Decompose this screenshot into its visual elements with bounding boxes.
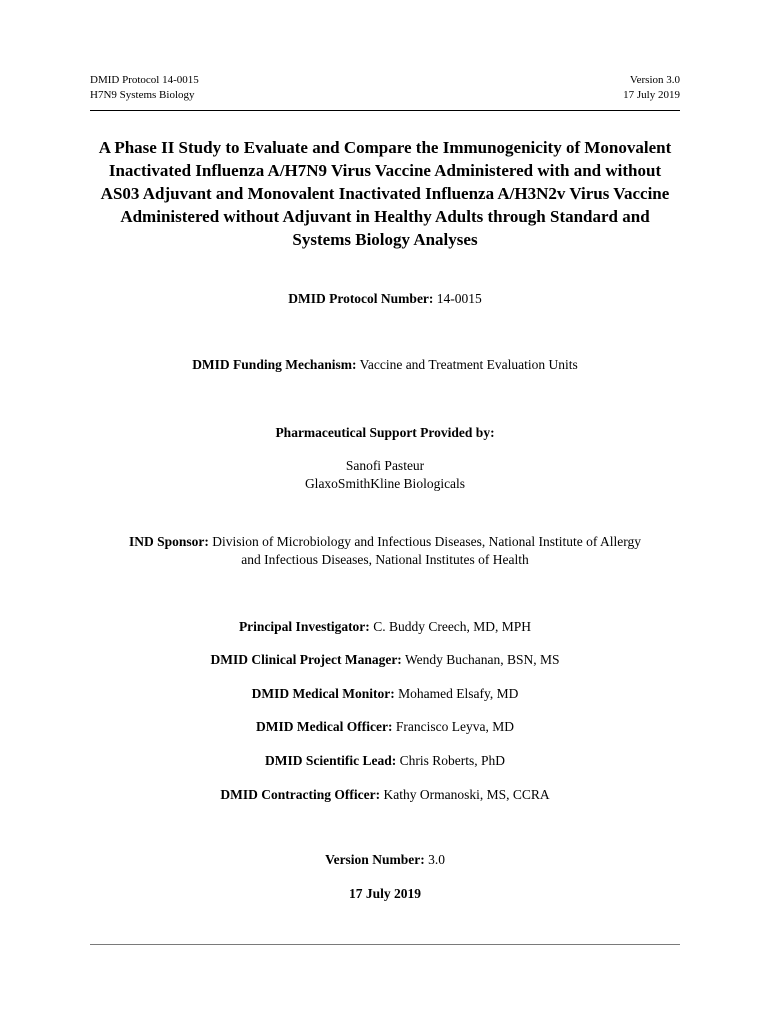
contact-value: Mohamed Elsafy, MD <box>398 686 519 701</box>
document-title: A Phase II Study to Evaluate and Compare the Immunogenicity of Monovalent Inactivated Influenza A/H7N9 Virus Vaccine Administered with and without AS03 Adjuvant and Monovalent Inactivated Influenza A/H3N2v Virus Vaccine Administered without Adjuvant in Healthy Adults through Standard and Systems Biology Analyses <box>98 138 672 249</box>
contact-line <box>60 786 710 804</box>
contact-value: Chris Roberts, PhD <box>399 753 505 768</box>
header-left <box>90 73 199 103</box>
ind-sponsor-line <box>60 533 710 551</box>
ind-sponsor-value: Division of Microbiology and Infectious Diseases, National Institute of Allergy <box>212 534 641 549</box>
header-divider <box>90 110 680 111</box>
contact-line <box>60 718 710 736</box>
contact-label: DMID Medical Officer: <box>256 719 393 734</box>
protocol-number-line <box>60 290 710 308</box>
contact-label: DMID Scientific Lead: <box>265 753 397 768</box>
version-number-value: 3.0 <box>428 852 445 867</box>
funding-label: DMID Funding Mechanism: <box>192 357 357 372</box>
contact-line <box>60 685 710 703</box>
contact-label: DMID Contracting Officer: <box>220 787 381 802</box>
document-date: 17 July 2019 <box>348 886 421 901</box>
contact-label: Principal Investigator: <box>238 619 370 634</box>
protocol-number-label: DMID Protocol Number: <box>288 291 434 306</box>
header-right <box>623 73 680 103</box>
header-version: Version 3.0 <box>629 74 680 86</box>
ind-sponsor-label: IND Sponsor: <box>129 534 209 549</box>
header-date: 17 July 2019 <box>623 89 680 101</box>
contact-line <box>60 618 710 636</box>
footer-divider <box>90 944 680 945</box>
version-number-line <box>60 851 710 869</box>
pharma-label: Pharmaceutical Support Provided by: <box>275 425 495 440</box>
contact-label: DMID Medical Monitor: <box>251 686 395 701</box>
protocol-number-value: 14-0015 <box>436 291 482 306</box>
contact-label: DMID Clinical Project Manager: <box>210 652 402 667</box>
header-protocol: DMID Protocol 14-0015 <box>90 74 199 86</box>
version-number-label: Version Number: <box>325 852 425 867</box>
ind-sponsor-value-cont: and Infectious Diseases, National Institutes of Health <box>241 552 529 567</box>
contact-line <box>60 752 710 770</box>
contact-line <box>60 651 710 669</box>
pharma-item: GlaxoSmithKline Biologicals <box>304 476 466 491</box>
funding-value: Vaccine and Treatment Evaluation Units <box>359 357 578 372</box>
contact-value: Wendy Buchanan, BSN, MS <box>404 652 560 667</box>
header-study-short: H7N9 Systems Biology <box>90 89 195 101</box>
contact-value: Kathy Ormanoski, MS, CCRA <box>383 787 550 802</box>
pharma-item: Sanofi Pasteur <box>345 458 425 473</box>
funding-line <box>60 356 710 374</box>
contact-value: C. Buddy Creech, MD, MPH <box>373 619 532 634</box>
contact-value: Francisco Leyva, MD <box>395 719 514 734</box>
